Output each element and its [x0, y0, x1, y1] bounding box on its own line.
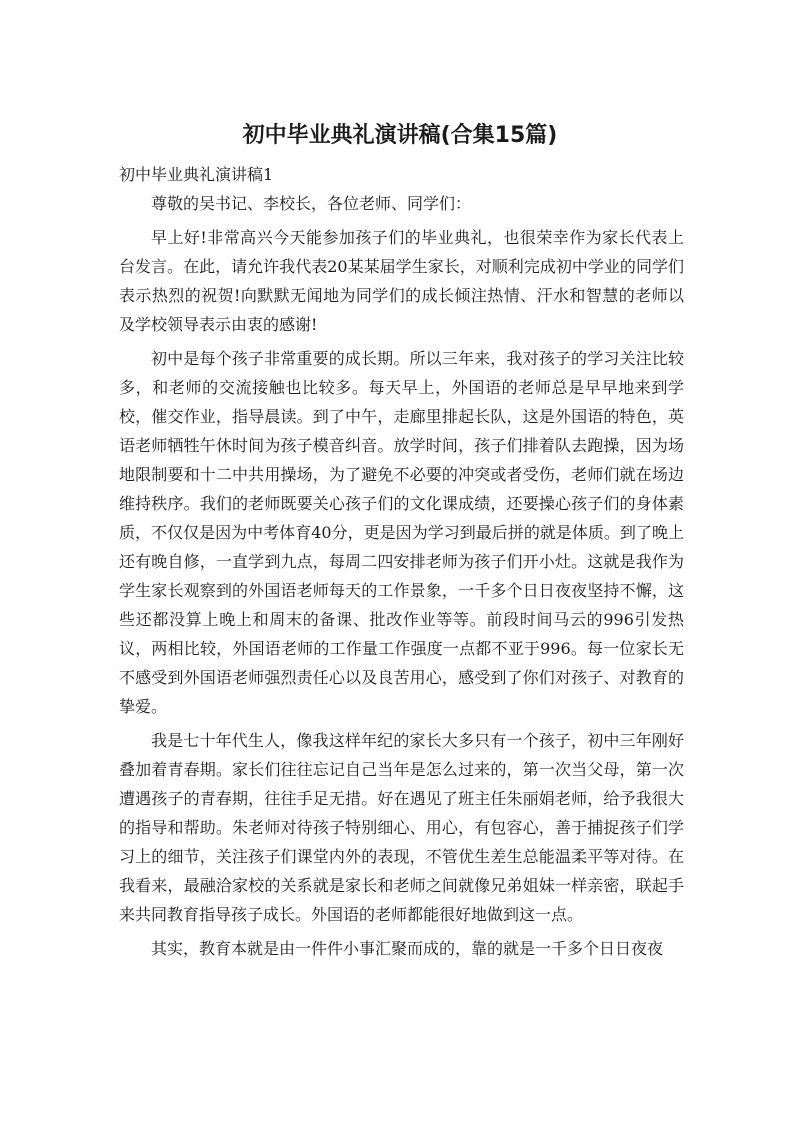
paragraph-education: 其实，教育本就是由一件件小事汇聚而成的，靠的就是一千多个日日夜夜 — [151, 939, 664, 958]
paragraph-salutation: 尊敬的吴书记、李校长，各位老师、同学们： — [151, 194, 472, 213]
paragraph-adolescence: 我是七十年代生人，像我这样年纪的家长大多只有一个孩子，初中三年刚好叠加着青春期。家长们往往忘记自己当年是怎么过来的，第一次当父母，第一次遭遇孩子的青春期，往往手足无措。好在遇见了班主任朱丽娟老师，给予我很大的指导和帮助。朱老师对待孩子特别细心、用心，有包容心，善于捕捉孩子们学习上的细节，关注孩子们课堂内外的表现，不管优生差生总能温柔平等对待。在我看来，最融洽家校的关系就是家长和老师之间就像兄弟姐妹一样亲密，联起手来共同教育指导孩子成长。外国语的老师都能很好地做到这一点。 — [119, 731, 684, 924]
document-title: 初中毕业典礼演讲稿(合集15篇) — [242, 123, 558, 148]
paragraph-teachers-work: 初中是每个孩子非常重要的成长期。所以三年来，我对孩子的学习关注比较多，和老师的交流接触也比较多。每天早上，外国语的老师总是早早地来到学校，催交作业，指导晨读。到了中午，走廊里排起长队，这是外国语的特色，英语老师牺牲午休时间为孩子模音纠音。放学时间，孩子们排着队去跑操，因为场地限制要和十二中共用操场，为了避免不必要的冲突或者受伤，老师们就在场边维持秩序。我们的老师既要关心孩子们的文化课成绩，还要操心孩子们的身体素质，不仅仅是因为中考体育40分，更是因为学习到最后拼的就是体质。到了晚上还有晚自修，一直学到九点，每周二四安排老师为孩子们开小灶。这就是我作为学生家长观察到的外国语老师每天的工作景象，一千多个日日夜夜坚持不懈，这些还都没算上晚上和周末的备课、批改作业等等。前段时间马云的996引发热议，两相比较，外国语老师的工作量工作强度一点都不亚于996。每一位家长无不感受到外国语老师强烈责任心以及良苦用心，感受到了你们对孩子、对教育的挚爱。 — [119, 349, 684, 716]
paragraph-greeting: 早上好!非常高兴今天能参加孩子们的毕业典礼，也很荣幸作为家长代表上台发言。在此，请允许我代表20某某届学生家长，对顺利完成初中学业的同学们表示热烈的祝贺!向默默无闻地为同学们的成长倾注热情、汗水和智慧的老师以及学校领导表示由衷的感谢! — [119, 228, 684, 334]
document-body — [119, 160, 684, 968]
section-heading: 初中毕业典礼演讲稿1 — [119, 165, 274, 184]
